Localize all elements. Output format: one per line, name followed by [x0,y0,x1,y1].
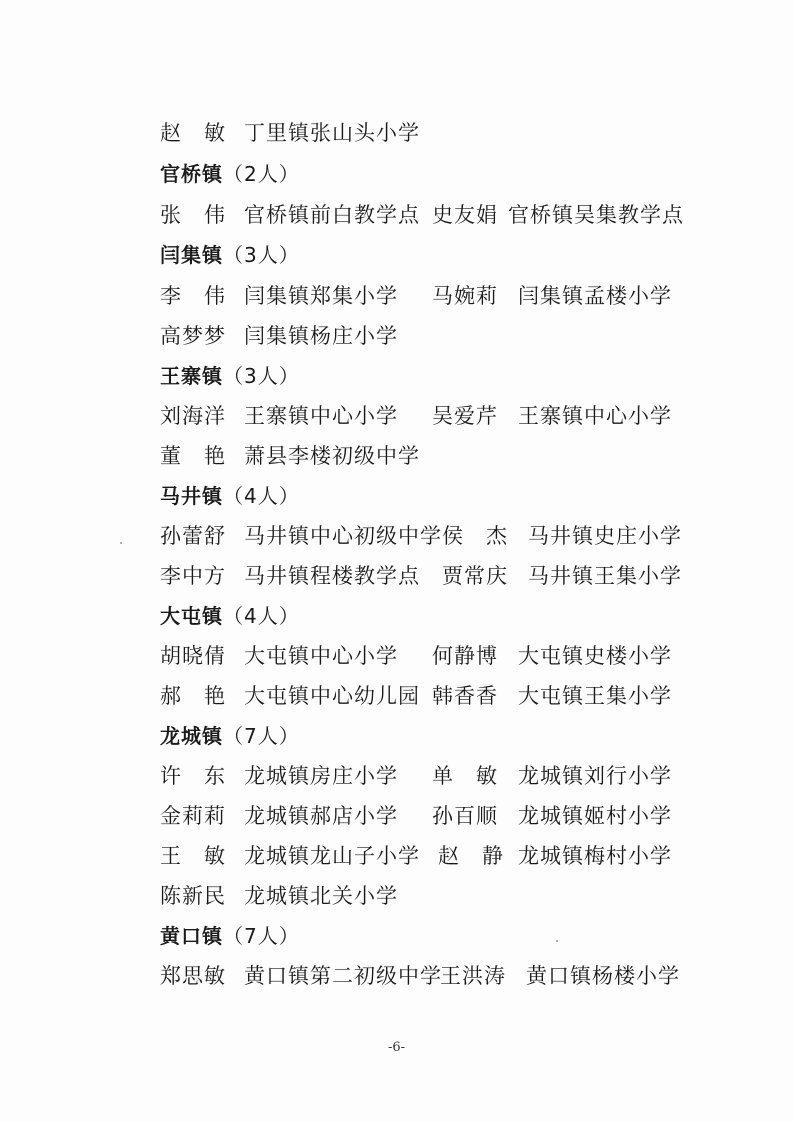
school-name: 官桥镇前白教学点 [244,203,420,227]
person-name: 刘海洋 [160,404,226,428]
town-heading [160,235,300,275]
person-name: 董 艳 [160,444,226,468]
person-name: 许 东 [160,764,226,788]
school-name: 闫集镇杨庄小学 [244,324,398,348]
person-name: 何静博 [432,644,498,668]
person-name: 史友娟 [432,203,498,227]
school-name: 黄口镇杨楼小学 [526,964,680,988]
school-name: 龙城镇梅村小学 [518,844,672,868]
town-heading [160,916,300,956]
town-count: （4人） [223,604,300,628]
school-name: 大屯镇史楼小学 [518,644,672,668]
school-name: 龙城镇北关小学 [244,884,398,908]
school-name: 龙城镇刘行小学 [518,764,672,788]
town-count: （7人） [223,724,300,748]
school-name: 王寨镇中心小学 [244,404,398,428]
town-heading [160,716,300,756]
town-name: 龙城镇 [160,724,223,748]
person-name: 吴爱芹 [432,404,498,428]
town-name: 闫集镇 [160,243,223,267]
town-count: （2人） [223,162,300,186]
person-name: 李中方 [160,564,226,588]
town-count: （3人） [223,364,300,388]
school-name: 龙城镇房庄小学 [244,764,398,788]
person-name: 孙蕾舒 [160,524,226,548]
town-count: （7人） [223,924,300,948]
person-name: 金莉莉 [160,804,226,828]
person-name: 张 伟 [160,203,226,227]
scan-speck [556,940,558,942]
person-name: 王 敏 [160,844,226,868]
school-name: 闫集镇孟楼小学 [518,284,672,308]
school-name: 龙城镇姬村小学 [518,804,672,828]
school-name: 大屯镇王集小学 [518,684,672,708]
town-name: 大屯镇 [160,604,223,628]
school-name: 龙城镇龙山子小学 [244,844,420,868]
person-name: 单 敏 [432,764,498,788]
school-name: 马井镇程楼教学点 [244,564,420,588]
person-name: 贾常庆 [442,564,508,588]
town-heading [160,356,300,396]
town-name: 官桥镇 [160,162,223,186]
school-name: 马井镇王集小学 [528,564,682,588]
person-name: 陈新民 [160,884,226,908]
person-name: 高梦梦 [160,324,226,348]
town-count: （3人） [223,243,300,267]
town-name: 王寨镇 [160,364,223,388]
school-name: 大屯镇中心幼儿园 [244,684,420,708]
town-name: 马井镇 [160,484,223,508]
person-name: 赵 静 [438,844,504,868]
person-name: 韩香香 [432,684,498,708]
school-name: 官桥镇吴集教学点 [508,203,684,227]
town-heading [160,476,300,516]
town-heading [160,154,300,194]
school-name: 萧县李楼初级中学 [244,444,420,468]
person-name: 侯 杰 [442,524,508,548]
school-name: 闫集镇郑集小学 [244,284,398,308]
person-name: 孙百顺 [432,804,498,828]
person-name: 胡晓倩 [160,644,226,668]
school-name: 大屯镇中心小学 [244,644,398,668]
person-name: 马婉莉 [432,284,498,308]
person-name: 赵 敏 [160,121,226,145]
town-count: （4人） [223,484,300,508]
school-name: 王寨镇中心小学 [518,404,672,428]
town-heading [160,596,300,636]
school-name: 马井镇中心初级中学 [244,524,442,548]
school-name: 黄口镇第二初级中学 [244,964,442,988]
school-name: 龙城镇郝店小学 [244,804,398,828]
person-name: 王洪涛 [440,964,506,988]
scan-speck [120,542,122,544]
person-name: 郝 艳 [160,684,226,708]
person-name: 郑思敏 [160,964,226,988]
page-number: -6- [387,1040,406,1055]
school-name: 马井镇史庄小学 [528,524,682,548]
town-name: 黄口镇 [160,924,223,948]
school-name: 丁里镇张山头小学 [244,121,420,145]
person-name: 李 伟 [160,284,226,308]
